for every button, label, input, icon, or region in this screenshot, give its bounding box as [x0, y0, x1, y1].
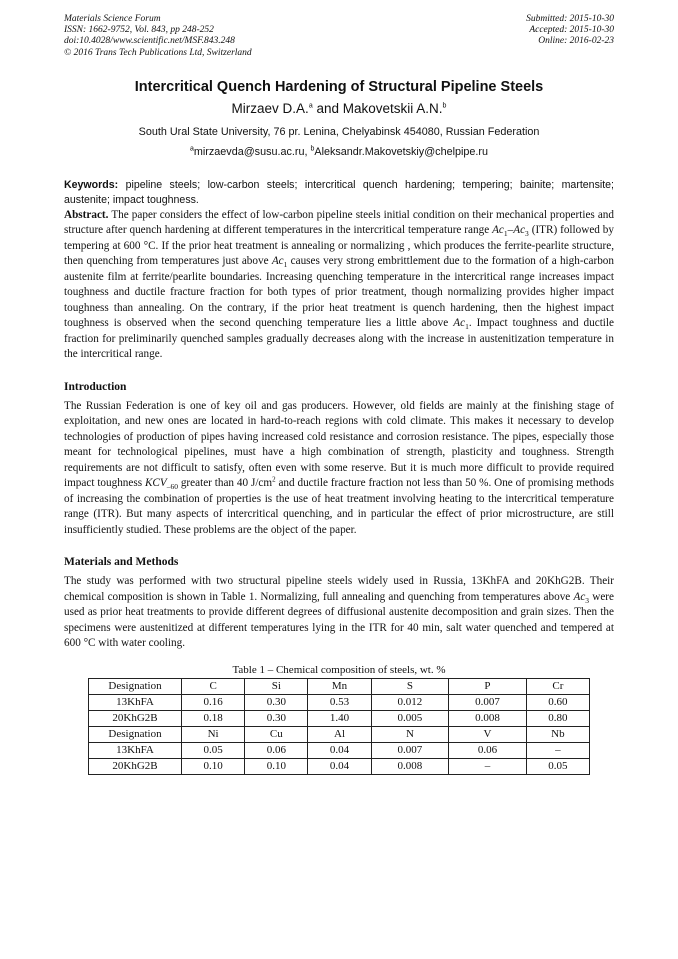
abstract-text-1: The paper considers the effect of low-carbon pipeline steels initial condition on their mechanical properties and structure after quench hardening at different temperatures in the intercritical temperature range — [64, 208, 614, 237]
subscript-3: 3 — [585, 596, 590, 606]
author-emails — [64, 146, 614, 158]
table-cell: Al — [308, 726, 371, 742]
table-row — [89, 694, 590, 710]
table-cell: Mn — [308, 678, 371, 694]
copyright-line: © 2016 Trans Tech Publications Ltd, Switzerland — [64, 47, 252, 58]
issn-line: ISSN: 1662-9752, Vol. 843, pp 248-252 — [64, 25, 214, 36]
abstract-label: Abstract. — [64, 208, 109, 221]
keywords-label: Keywords: — [64, 178, 119, 191]
table-cell: 13KhFA — [89, 694, 182, 710]
table-cell: 0.80 — [526, 710, 589, 726]
table-cell: 0.18 — [182, 710, 245, 726]
table-cell: 1.40 — [308, 710, 371, 726]
table-cell: 0.06 — [449, 742, 527, 758]
table-cell: 20KhG2B — [89, 758, 182, 774]
table-cell: – — [449, 758, 527, 774]
table-cell: 0.012 — [371, 694, 449, 710]
table-cell: 0.10 — [245, 758, 308, 774]
table-row — [89, 710, 590, 726]
affiliation: South Ural State University, 76 pr. Lenina, Chelyabinsk 454080, Russian Federation — [138, 125, 540, 138]
author-1-mark: a — [308, 102, 313, 110]
intro-text-1: The Russian Federation is one of key oil and gas producers. However, old fields are mainly at the finishing stage of exploitation, and new ones are located in hard-to-reach regions with cold climate. This makes it necessary to develop technologies of production of pipes having increased cold resistance and corrosion resistance. The pipes, especially those meant for technological pipelines, must have a high combination of strength, plasticity and toughness. Strength requirements are not difficult to satisfy, often even with some reserve. But it is much more difficult to provide required impact toughness — [64, 399, 614, 490]
submitted-date: Submitted: 2015-10-30 — [526, 14, 614, 24]
table-cell: 0.10 — [182, 758, 245, 774]
table-cell: 0.05 — [182, 742, 245, 758]
chemical-composition-table — [88, 678, 590, 775]
kcv-subscript: –60 — [166, 482, 178, 492]
table-cell: 0.007 — [371, 742, 449, 758]
table-cell: 0.30 — [245, 694, 308, 710]
publication-header — [64, 14, 614, 59]
squared-mark: 2 — [272, 475, 276, 484]
table-cell: Ni — [182, 726, 245, 742]
table-cell: 0.53 — [308, 694, 371, 710]
table-row — [89, 742, 590, 758]
subscript-1: 1 — [283, 260, 288, 270]
table-cell: V — [449, 726, 527, 742]
table-cell: P — [449, 678, 527, 694]
author-1: Mirzaev D.A. — [231, 100, 309, 116]
journal-name: Materials Science Forum — [64, 14, 161, 24]
subscript-1: 1 — [465, 322, 469, 332]
section-heading-methods: Materials and Methods — [64, 556, 179, 569]
table-cell: Designation — [89, 678, 182, 694]
table-caption: Table 1 – Chemical composition of steels, wt. % — [232, 663, 446, 676]
table-cell: 0.04 — [308, 758, 371, 774]
author-list — [64, 101, 614, 116]
intro-text-3: and ductile fracture fraction not less than 50 %. One of promising methods of increasing the combination of properties is the use of heat treatment involving heating to the intercritical temperature range (ITR). But many aspects of intercritical quenching, and in particular the effect of prior microstructure, are still insufficiently studied. These problems are the object of the paper. — [64, 477, 614, 536]
table-cell: – — [526, 742, 589, 758]
header-right — [526, 14, 614, 59]
table-cell: 0.008 — [449, 710, 527, 726]
author-conjunction: and — [312, 100, 343, 116]
keywords-text: pipeline steels; low-carbon steels; intercritical quench hardening; tempering; bainite; martensite; austenite; impact toughness. — [64, 178, 614, 206]
intro-text-2: greater than 40 J/cm — [177, 477, 273, 490]
table-cell: 0.005 — [371, 710, 449, 726]
methods-paragraph — [64, 574, 614, 652]
symbol-ac: Ac — [271, 255, 284, 268]
table-cell: Nb — [526, 726, 589, 742]
table-cell: 0.16 — [182, 694, 245, 710]
header-left — [64, 14, 252, 59]
author-2-mark: b — [442, 102, 447, 110]
table-cell: Cu — [245, 726, 308, 742]
doi-line: doi:10.4028/www.scientific.net/MSF.843.248 — [64, 36, 235, 47]
section-heading-introduction: Introduction — [64, 380, 127, 393]
table-cell: C — [182, 678, 245, 694]
methods-text-2: were used as prior heat treatments to provide different degrees of diffusional austenite decomposition and grain sizes. Then the specimens were austenitized at different temperatures lying in the ITR for 40 min, salt water quenched and tempered at 600 °C with water cooling. — [64, 590, 614, 650]
table-cell: 20KhG2B — [89, 710, 182, 726]
table-cell: 0.04 — [308, 742, 371, 758]
symbol-ac: Ac — [513, 224, 526, 237]
abstract-text-4: . Impact toughness and ductile fraction for preliminarily quenched samples gradually decreases along with the increase in austenitization temperature in the intercritical range. — [64, 317, 614, 361]
methods-text-1: The study was performed with two structural pipeline steels widely used in Russia, 13KhFA and 20KhG2B. Their chemical composition is shown in Table 1. Normalizing, full annealing and quenching from temperatures above — [64, 575, 614, 603]
table-cell: Cr — [526, 678, 589, 694]
table-cell: 13KhFA — [89, 742, 182, 758]
symbol-ac: Ac — [573, 590, 586, 603]
symbol-ac: Ac — [453, 317, 466, 330]
table-row — [89, 678, 590, 694]
subscript-1: 1 — [503, 229, 508, 239]
introduction-paragraph — [64, 399, 614, 539]
subscript-3: 3 — [525, 229, 529, 239]
author-2: Makovetskii A.N. — [342, 100, 443, 116]
table-cell: 0.30 — [245, 710, 308, 726]
table-cell: 0.008 — [371, 758, 449, 774]
table-cell: Designation — [89, 726, 182, 742]
keywords — [64, 178, 614, 208]
range-dash: – — [507, 224, 514, 237]
table-cell: 0.60 — [526, 694, 589, 710]
email-1: mirzaevda@susu.ac.ru, — [193, 145, 311, 158]
email-2: Aleksandr.Makovetskiy@chelpipe.ru — [314, 145, 488, 158]
table-row — [89, 758, 590, 774]
paper-title: Intercritical Quench Hardening of Structural Pipeline Steels — [134, 78, 544, 95]
table-cell: N — [371, 726, 449, 742]
table-row — [89, 726, 590, 742]
email-2-mark: b — [310, 145, 315, 153]
table-cell: 0.007 — [449, 694, 527, 710]
abstract — [64, 208, 614, 363]
table-cell: Si — [245, 678, 308, 694]
online-date: Online: 2016-02-23 — [538, 36, 614, 47]
email-1-mark: a — [190, 145, 194, 153]
table-cell: 0.05 — [526, 758, 589, 774]
abstract-text-3: causes very strong embrittlement due to the formation of a high-carbon austenite film at ferrite/pearlite boundaries. Increasing quenching temperature in the intercritical range increases impact toughness and ductile fracture fraction for both types of prior treatment, though normalizing provides higher impact toughness than annealing. On the contrary, if the prior heat treatment is quench hardening, then the highest impact toughness is observed when the second quenching temperature lies a little above — [64, 255, 614, 330]
table-cell: 0.06 — [245, 742, 308, 758]
symbol-ac: Ac — [492, 224, 504, 237]
symbol-kcv: KCV — [144, 477, 167, 490]
accepted-date: Accepted: 2015-10-30 — [529, 25, 614, 36]
abstract-text-2: (ITR) followed by tempering at 600 °C. If the prior heat treatment is annealing or normalizing , which produces the ferrite-pearlite structure, then quenching from temperatures just above — [64, 224, 614, 268]
table-cell: S — [371, 678, 449, 694]
